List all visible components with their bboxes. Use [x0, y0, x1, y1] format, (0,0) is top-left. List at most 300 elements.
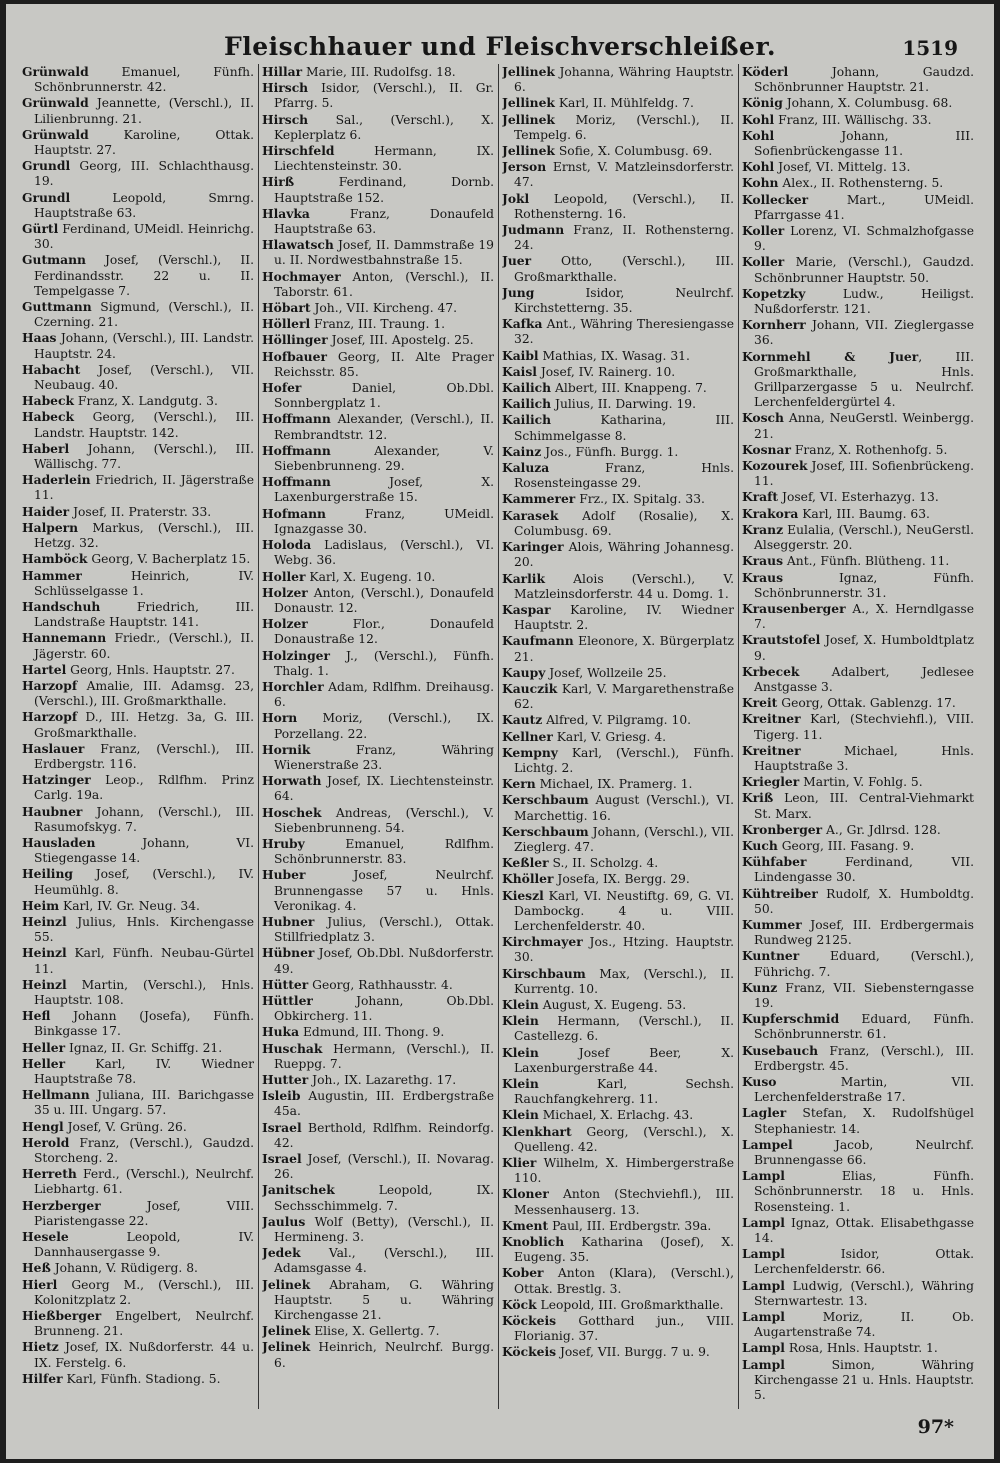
entry-details: Josef, IV. Rainerg. 10.	[536, 364, 676, 379]
directory-entry	[742, 489, 974, 505]
entry-details: Friedrich, III. Landstraße Hauptstr. 141.	[34, 599, 254, 630]
directory-entry	[262, 474, 494, 505]
entry-details: Johann, Ob.Dbl. Obkircherg. 11.	[274, 993, 494, 1024]
directory-entry	[22, 709, 254, 740]
directory-entry	[22, 945, 254, 976]
entry-details: Daniel, Ob.Dbl. Sonnbergplatz 1.	[274, 381, 494, 411]
directory-entry	[22, 599, 254, 630]
entry-name: Krausenberger	[742, 600, 846, 616]
directory-entry	[262, 742, 494, 773]
entry-details: Franz, X. Landgutg. 3.	[74, 394, 218, 409]
entry-details: Alexander, V. Siebenbrunneng. 29.	[274, 443, 494, 474]
directory-entry	[502, 1045, 734, 1076]
directory-entry	[22, 1308, 254, 1339]
entry-details: Georg, (Verschl.), III. Landstr. Hauptstr. 142.	[34, 410, 254, 440]
entry-name: Kirchmayer	[502, 934, 583, 950]
entry-name: Kailich	[502, 396, 552, 412]
entry-details: Georg, Hnls. Hauptstr. 27.	[66, 662, 235, 677]
directory-entry	[502, 191, 734, 222]
entry-name: Kohl	[742, 127, 775, 143]
entry-name: Jedek	[262, 1245, 301, 1261]
entry-details: Wolf (Betty), (Verschl.), II. Hermineng. 3.	[274, 1214, 494, 1245]
entry-name: Hamböck	[22, 551, 88, 567]
entry-name: Heim	[22, 897, 60, 913]
entry-name: Hellmann	[22, 1087, 90, 1103]
entry-name: Köderl	[742, 64, 789, 79]
entry-details: Josef, III. Sofienbrückeng. 11.	[754, 459, 974, 489]
entry-name: Lampl	[742, 1356, 785, 1372]
directory-entry	[262, 269, 494, 300]
directory-entry	[262, 143, 494, 174]
directory-entry	[262, 64, 494, 80]
entry-name: Haas	[22, 330, 57, 346]
entry-name: Kammerer	[502, 491, 576, 507]
entry-details: Val., (Verschl.), III. Adamsgasse 4.	[274, 1246, 494, 1276]
entry-name: Kosch	[742, 410, 784, 426]
directory-entry	[742, 1357, 974, 1404]
directory-entry	[502, 316, 734, 347]
directory-entry	[502, 997, 734, 1013]
entry-details: Moriz, II. Ob. Augartenstraße 74.	[754, 1310, 974, 1340]
entry-name: Jelinek	[262, 1323, 311, 1339]
entry-details: Josef, (Verschl.), II. Ferdinandsstr. 22 u. II. Tempelgasse 7.	[34, 253, 254, 298]
directory-entry	[502, 1013, 734, 1044]
page-number: 1519	[902, 36, 958, 60]
entry-details: Michael, X. Erlachg. 43.	[538, 1108, 694, 1123]
entry-name: Hlawatsch	[262, 237, 334, 253]
entry-details: Adolf (Rosalie), X. Columbusg. 69.	[514, 508, 734, 538]
entry-details: Eleonore, X. Bürgerplatz 21.	[514, 634, 734, 664]
column-divider	[498, 64, 499, 1409]
directory-entry	[742, 442, 974, 458]
directory-entry	[262, 616, 494, 647]
entry-details: Josefa, IX. Bergg. 29.	[553, 872, 690, 887]
entry-details: Elias, Fünfh. Schönbrunnerstr. 18 u. Hnls. Rosensteing. 1.	[754, 1169, 974, 1214]
entry-name: Kieszl	[502, 887, 544, 903]
entry-details: Hermann, (Verschl.), II. Castellezg. 6.	[514, 1014, 734, 1044]
entry-name: Holzer	[262, 616, 308, 632]
entry-name: Hubner	[262, 913, 315, 929]
entry-details: August, X. Eugeng. 53.	[538, 997, 687, 1012]
entry-details: Josef, IX. Liechtensteinstr. 64.	[274, 774, 494, 804]
entry-details: Josef, V. Grüng. 26.	[63, 1119, 187, 1134]
entry-name: Kranz	[742, 521, 784, 537]
entry-details: Ludw., Heiligst. Nußdorferstr. 121.	[754, 286, 974, 317]
entry-details: Franz, (Verschl.), III. Erdbergstr. 45.	[754, 1043, 974, 1073]
entry-name: Harzopf	[22, 709, 78, 725]
entry-name: Kohn	[742, 175, 779, 191]
directory-entry	[22, 1260, 254, 1276]
entry-details: Karl, (Stechviehfl.), VIII. Tigerg. 11.	[754, 712, 974, 742]
entry-name: Haubner	[22, 803, 83, 819]
entry-details: Eduard, (Verschl.), Führichg. 7.	[754, 949, 974, 979]
entry-name: Hilfer	[22, 1370, 63, 1386]
directory-entry	[742, 159, 974, 175]
entry-name: Knoblich	[502, 1234, 565, 1250]
directory-entry	[742, 1246, 974, 1277]
directory-entry	[22, 804, 254, 835]
entry-name: Kafka	[502, 316, 543, 332]
entry-name: Hartel	[22, 661, 67, 677]
entry-name: Kautz	[502, 712, 543, 728]
entry-name: Hammer	[22, 567, 82, 583]
directory-entry	[742, 1105, 974, 1136]
entry-name: Karlik	[502, 570, 545, 586]
sheet-signature: 97*	[917, 1416, 954, 1438]
entry-details: Johanna, Währing Hauptstr. 6.	[514, 65, 734, 95]
directory-entry	[22, 551, 254, 567]
directory-entry	[742, 410, 974, 441]
entry-details: Abraham, G. Währing Hauptstr. 5 u. Währing Kirchengasse 21.	[274, 1277, 494, 1323]
directory-entry	[502, 253, 734, 284]
directory-entry	[742, 95, 974, 111]
entry-details: Georg, Rathhausstr. 4.	[308, 977, 453, 992]
directory-entry	[262, 1041, 494, 1072]
entry-details: Josef, II. Praterstr. 33.	[69, 504, 212, 519]
directory-entry	[22, 1119, 254, 1135]
directory-entry	[502, 380, 734, 396]
column-divider	[738, 64, 739, 1409]
directory-entry	[502, 348, 734, 364]
directory-entry	[262, 569, 494, 585]
directory-entry	[742, 192, 974, 223]
directory-entry	[262, 945, 494, 976]
entry-name: Isleib	[262, 1088, 301, 1104]
entry-name: Kreit	[742, 695, 778, 711]
entry-name: Hoffmann	[262, 474, 331, 490]
entry-name: Klenkhart	[502, 1123, 572, 1139]
entry-details: A., Gr. Jdlrsd. 128.	[822, 822, 941, 837]
entry-details: Juliana, III. Barichgasse 35 u. III. Ungarg. 57.	[34, 1088, 254, 1118]
directory-entry	[502, 1076, 734, 1107]
entry-details: Moriz, (Verschl.), IX. Porzellang. 22.	[274, 711, 494, 741]
directory-entry	[22, 1056, 254, 1087]
entry-details: Josef, VII. Burgg. 7 u. 9.	[556, 1345, 710, 1360]
directory-entry	[742, 1043, 974, 1074]
entry-name: Heller	[22, 1039, 66, 1055]
entry-details: Ferdinand, UMeidl. Heinrichg. 30.	[34, 222, 254, 252]
directory-entry	[22, 662, 254, 678]
directory-entry	[262, 1323, 494, 1339]
directory-entry	[262, 1120, 494, 1151]
directory-entry	[742, 175, 974, 191]
entry-details: Franz, X. Rothenhofg. 5.	[790, 442, 948, 457]
directory-entry	[262, 112, 494, 143]
entry-name: Kaisl	[502, 363, 537, 379]
entry-name: Kaibl	[502, 347, 539, 363]
entry-name: Hirsch	[262, 80, 309, 96]
entry-name: Kupferschmid	[742, 1011, 840, 1027]
entry-name: Jaulus	[262, 1213, 306, 1229]
entry-name: Kern	[502, 776, 536, 792]
entry-name: Kühtreiber	[742, 885, 818, 901]
entry-details: Mathias, IX. Wasag. 31.	[538, 348, 690, 363]
entry-details: Franz, VII. Siebensterngasse 19.	[754, 980, 974, 1010]
directory-entry	[742, 948, 974, 979]
entry-details: Leop., Rdlfhm. Prinz Carlg. 19a.	[34, 773, 254, 803]
entry-name: Kainz	[502, 443, 542, 459]
entry-name: Höllerl	[262, 316, 311, 332]
directory-entry	[262, 1339, 494, 1370]
entry-name: Kaufmann	[502, 633, 574, 649]
entry-details: Leopold, (Verschl.), II. Rothensterng. 16.	[514, 191, 734, 221]
entry-details: Julius, (Verschl.), Ottak. Stillfriedplatz 3.	[274, 914, 494, 945]
directory-entry	[262, 977, 494, 993]
entry-details: Rudolf, X. Humboldtg. 50.	[754, 886, 974, 916]
directory-entry	[502, 222, 734, 253]
directory-entry	[502, 681, 734, 712]
directory-entry	[742, 349, 974, 411]
directory-entry	[502, 1344, 734, 1360]
entry-name: Kerschbaum	[502, 823, 589, 839]
entry-name: Grünwald	[22, 95, 89, 111]
directory-entry	[742, 1309, 974, 1340]
entry-details: Alois (Verschl.), V. Matzleinsdorferstr. 44 u. Domg. 1.	[514, 571, 734, 601]
directory-entry	[262, 1024, 494, 1040]
entry-details: D., III. Hetzg. 3a, G. III. Großmarkthalle.	[34, 710, 254, 740]
entry-details: Albert, III. Knappeng. 7.	[551, 381, 707, 396]
directory-entry	[502, 159, 734, 190]
entry-name: Köck	[502, 1296, 537, 1312]
entry-details: Edmund, III. Thong. 9.	[299, 1025, 445, 1040]
directory-entry	[502, 460, 734, 491]
directory-entry	[262, 506, 494, 537]
directory-entry	[502, 1186, 734, 1217]
entry-details: Rosa, Hnls. Hauptstr. 1.	[784, 1341, 938, 1356]
directory-entry	[22, 158, 254, 189]
entry-details: Karl, IV. Gr. Neug. 34.	[59, 898, 200, 913]
entry-details: S., II. Scholzg. 4.	[548, 856, 659, 871]
directory-entry	[742, 854, 974, 885]
entry-name: Kohl	[742, 111, 775, 127]
directory-entry	[502, 729, 734, 745]
directory-entry	[742, 601, 974, 632]
directory-entry	[742, 286, 974, 317]
column-3	[502, 64, 734, 1409]
directory-entry	[742, 570, 974, 601]
directory-entry	[502, 412, 734, 443]
entry-name: Grundl	[22, 158, 71, 174]
entry-name: Krakora	[742, 505, 799, 521]
entry-name: Herzberger	[22, 1197, 101, 1213]
column-4	[742, 64, 974, 1409]
directory-page	[6, 4, 994, 1459]
entry-name: Lampl	[742, 1309, 785, 1325]
entry-name: Koller	[742, 254, 785, 270]
directory-entry	[502, 855, 734, 871]
entry-name: Halpern	[22, 519, 79, 535]
entry-details: Franz, Hnls. Rosensteingasse 29.	[514, 461, 734, 491]
entry-details: Georg M., (Verschl.), III. Kolonitzplatz 2.	[34, 1277, 254, 1307]
entry-details: Jos., Htzing. Hauptstr. 30.	[514, 935, 734, 965]
entry-name: Klein	[502, 996, 539, 1012]
entry-name: Kriegler	[742, 774, 800, 790]
entry-name: Hierl	[22, 1276, 58, 1292]
entry-name: Köckeis	[502, 1344, 557, 1360]
entry-name: Hannemann	[22, 630, 107, 646]
directory-entry	[742, 838, 974, 854]
entry-details: Ladislaus, (Verschl.), VI. Webg. 36.	[274, 538, 494, 568]
directory-entry	[742, 458, 974, 489]
entry-details: Leopold, III. Großmarkthalle.	[536, 1297, 724, 1312]
directory-entry	[262, 300, 494, 316]
entry-details: Anton, (Verschl.), Donaufeld Donaustr. 12.	[274, 585, 494, 615]
directory-entry	[262, 585, 494, 616]
entry-name: Kollecker	[742, 191, 809, 207]
entry-details: Alex., II. Rothensterng. 5.	[778, 176, 944, 191]
directory-entry	[22, 95, 254, 126]
directory-entry	[742, 1137, 974, 1168]
directory-entry	[502, 1155, 734, 1186]
directory-entry	[262, 537, 494, 568]
entry-details: Moriz, (Verschl.), II. Tempelg. 6.	[514, 112, 734, 142]
entry-name: Hochmayer	[262, 268, 341, 284]
directory-entry	[742, 743, 974, 774]
entry-details: Josef, Wollzeile 25.	[545, 665, 667, 680]
entry-name: Jellinek	[502, 64, 555, 79]
entry-details: Ferd., (Verschl.), Neulrchf. Liebhartg. 61.	[34, 1167, 254, 1197]
entry-details: Josef, Neulrchf. Brunnengasse 57 u. Hnls. Veronikag. 4.	[274, 868, 494, 913]
directory-entry	[502, 1218, 734, 1234]
directory-entry	[22, 977, 254, 1008]
entry-details: Josef, IX. Nußdorferstr. 44 u. IX. Ferstelg. 6.	[34, 1340, 254, 1370]
entry-details: Katharina (Josef), X. Eugeng. 35.	[514, 1235, 734, 1265]
directory-entry	[262, 914, 494, 945]
entry-details: Josef, Ob.Dbl. Nußdorferstr. 49.	[274, 946, 494, 976]
directory-entry	[22, 409, 254, 440]
entry-details: Josef Beer, X. Laxenburgerstraße 44.	[514, 1045, 734, 1075]
entry-details: Jos., Fünfh. Burgg. 1.	[541, 444, 679, 459]
entry-details: Georg, III. Schlachthausg. 19.	[34, 159, 254, 189]
directory-entry	[502, 871, 734, 887]
directory-entry	[502, 143, 734, 159]
entry-details: Marie, (Verschl.), Gaudzd. Schönbrunner Hauptstr. 50.	[754, 255, 974, 285]
entry-name: Höllinger	[262, 332, 328, 348]
directory-entry	[742, 522, 974, 553]
directory-entry	[22, 520, 254, 551]
entry-name: Kellner	[502, 728, 553, 744]
entry-name: Kober	[502, 1265, 544, 1281]
entry-details: Joh., IX. Lazarethg. 17.	[308, 1073, 457, 1087]
entry-name: Klein	[502, 1044, 539, 1060]
directory-columns	[22, 64, 972, 1409]
entry-name: Hüttler	[262, 992, 313, 1008]
entry-name: Karasek	[502, 507, 559, 523]
directory-entry	[502, 491, 734, 507]
entry-name: Klein	[502, 1076, 539, 1091]
entry-name: Hesele	[22, 1229, 69, 1245]
entry-details: Paul, III. Erdbergstr. 39a.	[548, 1218, 712, 1233]
directory-entry	[262, 316, 494, 332]
entry-name: Huka	[262, 1024, 300, 1040]
entry-details: Josef, X. Laxenburgerstraße 15.	[274, 475, 494, 505]
entry-name: Holoda	[262, 537, 312, 553]
entry-details: Elise, X. Gellertg. 7.	[310, 1324, 440, 1339]
entry-details: Heinrich, Neulrchf. Burgg. 6.	[274, 1340, 494, 1370]
entry-name: Köckeis	[502, 1313, 557, 1329]
entry-name: Gutmann	[22, 252, 86, 268]
directory-entry	[262, 411, 494, 442]
directory-entry	[22, 1135, 254, 1166]
entry-details: , III. Großmarkthalle, Hnls. Grillparzergasse 5 u. Neulrchf. Lerchenfeldergürtel 4.	[754, 349, 974, 410]
entry-details: Josef, II. Dammstraße 19 u. II. Nordwestbahnstraße 15.	[274, 238, 494, 268]
entry-name: Hoffmann	[262, 442, 331, 458]
directory-entry	[22, 1371, 254, 1387]
entry-details: Ferdinand, VII. Lindengasse 30.	[754, 855, 974, 885]
column-1	[22, 64, 254, 1409]
entry-details: Hermann, (Verschl.), II. Rueppg. 7.	[274, 1041, 494, 1071]
entry-name: Haderlein	[22, 472, 91, 488]
entry-details: Karl, IV. Wiedner Hauptstraße 78.	[34, 1056, 254, 1086]
entry-name: Klein	[502, 1013, 539, 1029]
entry-name: Kohl	[742, 159, 775, 175]
entry-name: Lampl	[742, 1168, 785, 1184]
entry-details: Mart., UMeidl. Pfarrgasse 41.	[754, 192, 974, 222]
entry-name: Krautstofel	[742, 632, 821, 648]
directory-entry	[22, 330, 254, 361]
entry-details: Johann, (Verschl.), III. Landstr. Hauptstr. 24.	[34, 331, 254, 361]
entry-name: Khöller	[502, 871, 554, 887]
directory-entry	[502, 745, 734, 776]
entry-name: Hofmann	[262, 505, 326, 521]
directory-entry	[742, 128, 974, 159]
entry-details: Karoline, IV. Wiedner Hauptstr. 2.	[514, 602, 734, 633]
directory-entry	[502, 966, 734, 997]
entry-name: Jelinek	[262, 1339, 311, 1355]
directory-entry	[742, 632, 974, 663]
entry-name: Kirschbaum	[502, 965, 586, 981]
entry-details: Karl, X. Eugeng. 10.	[305, 569, 436, 584]
directory-entry	[262, 1277, 494, 1324]
entry-name: Kosnar	[742, 441, 791, 457]
directory-entry	[262, 1072, 494, 1088]
directory-entry	[502, 824, 734, 855]
entry-name: Horwath	[262, 773, 322, 789]
entry-details: Hermann, IX. Liechtensteinstr. 30.	[274, 144, 494, 174]
entry-details: Isidor, (Verschl.), II. Gr. Pfarrg. 5.	[274, 81, 494, 111]
entry-name: Hirsch	[262, 111, 309, 127]
entry-name: Hengl	[22, 1118, 64, 1134]
entry-name: Kusebauch	[742, 1042, 819, 1058]
entry-details: Karl, III. Baumg. 63.	[798, 506, 930, 521]
column-divider	[258, 64, 259, 1409]
entry-details: Ferdinand, Dornb. Hauptstraße 152.	[274, 175, 494, 205]
entry-details: Franz, UMeidl. Ignazgasse 30.	[274, 506, 494, 536]
entry-details: Jacob, Neulrchf. Brunnengasse 66.	[754, 1137, 974, 1168]
entry-details: Martin, (Verschl.), Hnls. Hauptstr. 108.	[34, 977, 254, 1007]
directory-entry	[742, 917, 974, 948]
entry-name: Huber	[262, 867, 306, 883]
entry-name: Klier	[502, 1155, 537, 1171]
directory-entry	[502, 364, 734, 380]
entry-name: Herreth	[22, 1166, 77, 1182]
entry-details: Leopold, IV. Dannhausergasse 9.	[34, 1230, 254, 1260]
entry-details: August (Verschl.), VI. Marchettig. 16.	[514, 793, 734, 823]
entry-details: Anton (Stechviehfl.), III. Messenhauserg. 13.	[514, 1187, 734, 1217]
entry-name: Habeck	[22, 409, 75, 425]
directory-entry	[742, 774, 974, 790]
entry-name: Hoffmann	[262, 411, 331, 427]
entry-details: Heinrich, IV. Schlüsselgasse 1.	[34, 568, 254, 598]
entry-name: Kaspar	[502, 601, 551, 617]
directory-entry	[22, 914, 254, 945]
directory-entry	[262, 993, 494, 1024]
directory-entry	[22, 898, 254, 914]
directory-entry	[742, 1074, 974, 1105]
entry-name: Lagler	[742, 1105, 787, 1121]
entry-details: Johann, VI. Stiegengasse 14.	[34, 835, 254, 866]
directory-entry	[742, 980, 974, 1011]
